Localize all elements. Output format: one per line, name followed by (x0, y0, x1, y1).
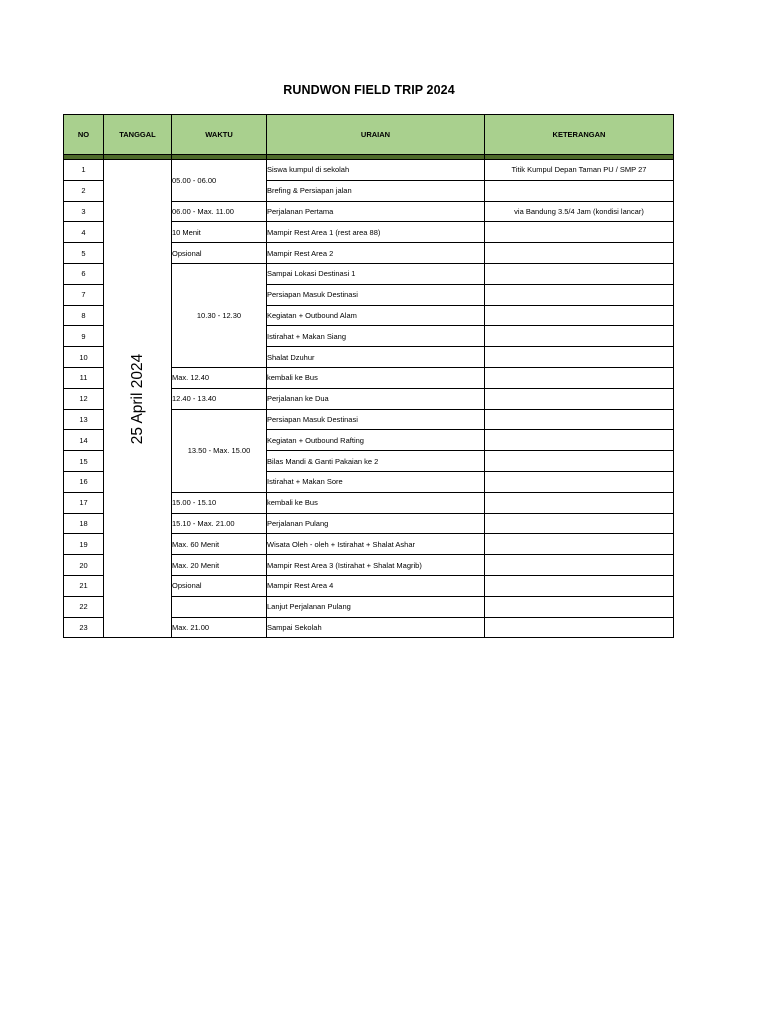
note-cell (485, 492, 674, 513)
activity-cell: Istirahat + Makan Siang (267, 326, 485, 347)
activity-cell: Kegiatan + Outbound Rafting (267, 430, 485, 451)
header-tanggal: TANGGAL (104, 115, 172, 155)
activity-cell: Sampai Sekolah (267, 617, 485, 638)
header-uraian: URAIAN (267, 115, 485, 155)
note-cell (485, 263, 674, 284)
row-number: 10 (64, 347, 104, 368)
row-number: 7 (64, 284, 104, 305)
row-number: 4 (64, 222, 104, 243)
note-cell (485, 222, 674, 243)
note-cell (485, 347, 674, 368)
note-cell (485, 451, 674, 472)
date-cell (104, 160, 172, 638)
activity-cell: Persiapan Masuk Destinasi (267, 409, 485, 430)
time-cell: Opsional (172, 243, 267, 264)
activity-cell: kembali ke Bus (267, 367, 485, 388)
row-number: 20 (64, 555, 104, 576)
note-cell (485, 367, 674, 388)
time-cell: 10 Menit (172, 222, 267, 243)
activity-cell: Mampir Rest Area 1 (rest area 88) (267, 222, 485, 243)
time-cell (172, 596, 267, 617)
row-number: 21 (64, 575, 104, 596)
activity-cell: Istirahat + Makan Sore (267, 471, 485, 492)
activity-cell: Lanjut Perjalanan Pulang (267, 596, 485, 617)
row-number: 9 (64, 326, 104, 347)
note-cell (485, 575, 674, 596)
note-cell: Titik Kumpul Depan Taman PU / SMP 27 (485, 160, 674, 181)
activity-cell: Persiapan Masuk Destinasi (267, 284, 485, 305)
row-number: 8 (64, 305, 104, 326)
time-cell: Max. 60 Menit (172, 534, 267, 555)
note-cell (485, 513, 674, 534)
activity-cell: Bilas Mandi & Ganti Pakaian ke 2 (267, 451, 485, 472)
activity-cell: Brefing & Persiapan jalan (267, 180, 485, 201)
note-cell (485, 430, 674, 451)
activity-cell: Shalat Dzuhur (267, 347, 485, 368)
activity-cell: Mampir Rest Area 3 (Istirahat + Shalat Magrib) (267, 555, 485, 576)
row-number: 13 (64, 409, 104, 430)
time-cell: 13.50 - Max. 15.00 (172, 409, 267, 492)
row-number: 16 (64, 471, 104, 492)
note-cell (485, 555, 674, 576)
row-number: 15 (64, 451, 104, 472)
note-cell (485, 409, 674, 430)
note-cell (485, 284, 674, 305)
row-number: 23 (64, 617, 104, 638)
row-number: 17 (64, 492, 104, 513)
row-number: 2 (64, 180, 104, 201)
time-cell: 12.40 - 13.40 (172, 388, 267, 409)
row-number: 3 (64, 201, 104, 222)
time-cell: 15.10 - Max. 21.00 (172, 513, 267, 534)
note-cell (485, 243, 674, 264)
note-cell (485, 534, 674, 555)
row-number: 18 (64, 513, 104, 534)
note-cell (485, 180, 674, 201)
time-cell: Max. 12.40 (172, 367, 267, 388)
note-cell (485, 596, 674, 617)
table-row (64, 160, 674, 181)
activity-cell: Perjalanan ke Dua (267, 388, 485, 409)
date-label: 25 April 2024 (128, 353, 146, 444)
time-cell: 15.00 - 15.10 (172, 492, 267, 513)
activity-cell: Siswa kumpul di sekolah (267, 160, 485, 181)
header-no: NO (64, 115, 104, 155)
activity-cell: Sampai Lokasi Destinasi 1 (267, 263, 485, 284)
activity-cell: Perjalanan Pulang (267, 513, 485, 534)
note-cell (485, 617, 674, 638)
row-number: 22 (64, 596, 104, 617)
row-number: 1 (64, 160, 104, 181)
time-cell: 05.00 - 06.00 (172, 160, 267, 202)
time-cell: 06.00 - Max. 11.00 (172, 201, 267, 222)
time-cell: 10.30 - 12.30 (172, 263, 267, 367)
activity-cell: Mampir Rest Area 4 (267, 575, 485, 596)
activity-cell: Kegiatan + Outbound Alam (267, 305, 485, 326)
row-number: 12 (64, 388, 104, 409)
row-number: 6 (64, 263, 104, 284)
note-cell (485, 388, 674, 409)
header-keterangan: KETERANGAN (485, 115, 674, 155)
schedule-body (64, 160, 674, 638)
time-cell: Max. 20 Menit (172, 555, 267, 576)
row-number: 14 (64, 430, 104, 451)
activity-cell: Mampir Rest Area 2 (267, 243, 485, 264)
activity-cell: Perjalanan Pertama (267, 201, 485, 222)
row-number: 19 (64, 534, 104, 555)
row-number: 11 (64, 367, 104, 388)
note-cell (485, 326, 674, 347)
note-cell (485, 471, 674, 492)
note-cell (485, 305, 674, 326)
schedule-table (63, 114, 674, 638)
row-number: 5 (64, 243, 104, 264)
time-cell: Max. 21.00 (172, 617, 267, 638)
note-cell: via Bandung 3.5/4 Jam (kondisi lancar) (485, 201, 674, 222)
time-cell: Opsional (172, 575, 267, 596)
activity-cell: kembali ke Bus (267, 492, 485, 513)
header-row (64, 115, 674, 155)
header-waktu: WAKTU (172, 115, 267, 155)
document-title: RUNDWON FIELD TRIP 2024 (283, 83, 455, 97)
activity-cell: Wisata Oleh - oleh + Istirahat + Shalat Ashar (267, 534, 485, 555)
